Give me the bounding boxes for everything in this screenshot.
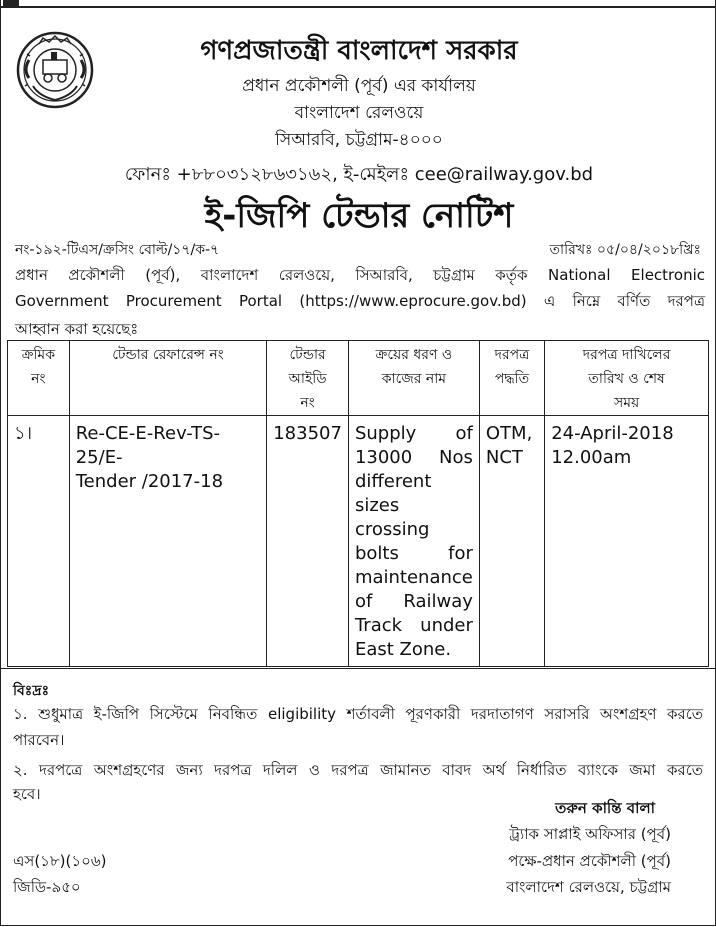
tender-table [7, 340, 709, 667]
organization-name: বাংলাদেশ রেলওয়ে [294, 103, 424, 123]
description-line: Supply of [354, 423, 473, 444]
contact-line: ফোনঃ +৮৮০৩১২৮৬৩১৬২, ই-মেইলঃ cee@railway.gov.bd [124, 164, 594, 185]
header-description [348, 341, 479, 416]
header-tender-id [267, 341, 349, 416]
description-line: different [354, 471, 432, 492]
intro-line-3: আহ্বান করা হয়েছেঃ [15, 320, 139, 338]
notes-section [1, 668, 715, 924]
notice-title: ই-জিপি টেন্ডার নোটিশ [204, 196, 514, 236]
signatory-on-behalf: পক্ষে-প্রধান প্রকৌশলী (পূর্ব) [508, 852, 671, 870]
deadline-line: 12.00am [551, 447, 632, 468]
header-text: নং [31, 371, 46, 387]
memo-number: নং-১৯২-টিএস/ক্রসিং বোল্ট/১৭/ক-৭ [15, 242, 220, 258]
header-text: আইডি [288, 371, 327, 387]
description-line: sizes [354, 495, 400, 516]
description-line: 13000 Nos [354, 447, 473, 468]
header-text: সময় [613, 395, 640, 411]
header-text: কাজের নাম [381, 371, 447, 387]
description-line: crossing [354, 519, 430, 540]
cell-serial: ১। [8, 416, 70, 667]
signatory-name: তরুন কান্তি বালা [555, 799, 655, 817]
description-line: Track under [354, 615, 473, 636]
description-line: bolts for [354, 543, 473, 564]
intro-line-2: Government Procurement Portal (https://www.eprocure.gov.bd) এ নিম্নে বর্ণিত দরপত্র [15, 292, 705, 310]
note-2-line-1: ২. দরপত্রে অংশগ্রহণের জন্য দরপত্র দলিল ও দরপত্র জামানত বাবদ অর্থ নির্ধারিত ব্যাংকে জমা করতে [13, 761, 703, 779]
deadline-line: 24-April-2018 [551, 423, 674, 444]
header-reference [69, 341, 267, 416]
reference-code-1: এস(১৮)(১০৬) [13, 852, 107, 870]
method-line: NCT [485, 447, 523, 468]
header-text: ক্রয়ের ধরণ ও [375, 347, 453, 363]
description-line: of Railway [354, 591, 473, 612]
office-address: সিআরবি, চট্টগ্রাম-৪০০০ [275, 130, 443, 150]
cell-tender-id: 183507 [267, 416, 349, 667]
header-text: টেন্ডার [289, 347, 326, 363]
description-line: maintenance [354, 567, 473, 588]
header-text: দরপত্র দাখিলের [582, 347, 671, 363]
intro-line-1: প্রধান প্রকৌশলী (পূর্ব), বাংলাদেশ রেলওয়ে, সিআরবি, চট্টগ্রাম কর্তৃক National Electronic [15, 266, 705, 284]
description-line: East Zone. [354, 639, 452, 660]
top-border [1, 6, 716, 8]
note-2-line-2: হবে। [13, 785, 41, 803]
header-method [479, 341, 544, 416]
table-row [8, 416, 709, 667]
header-text: পদ্ধতি [494, 371, 530, 387]
signatory-designation: ট্র্যাক সাপ্লাই অফিসার (পূর্ব) [509, 825, 671, 843]
government-title: গণপ্রজাতন্ত্রী বাংলাদেশ সরকার [200, 36, 518, 66]
header-deadline [545, 341, 709, 416]
header-text: ক্রমিক [21, 347, 55, 363]
header-serial [8, 341, 70, 416]
notice-date: তারিখঃ ০৫/০৪/২০১৮খ্রিঃ [549, 242, 701, 258]
office-name: প্রধান প্রকৌশলী (পূর্ব) এর কার্যালয় [242, 76, 476, 96]
reference-code-2: জিডি-৯৫০ [13, 878, 81, 896]
note-1-line-2: পারবেন। [13, 731, 65, 749]
note-1-line-1: ১. শুধুমাত্র ই-জিপি সিস্টেমে নিবন্ধিত eligibility শর্তাবলী পূরণকারী দরদাতাগণ সরাসরি অংশগ্রহণ করতে [13, 705, 703, 723]
cell-method [479, 416, 544, 667]
reference-line: Re-CE-E-Rev-TS-25/E- [75, 423, 220, 468]
header-text: নং [300, 395, 315, 411]
cell-reference [69, 416, 267, 667]
method-line: OTM, [485, 423, 533, 444]
cell-description [348, 416, 479, 667]
header-text: টেন্ডার রেফারেন্স নং [112, 347, 224, 363]
reference-line: Tender /2017-18 [75, 471, 224, 492]
header-text: তারিখ ও শেষ [588, 371, 665, 387]
notes-title: বিঃদ্রঃ [13, 683, 50, 699]
signatory-organization: বাংলাদেশ রেলওয়ে, চট্টগ্রাম [506, 878, 671, 896]
header-text: দরপত্র [494, 347, 530, 363]
cell-deadline [545, 416, 709, 667]
table-header-row [8, 341, 709, 416]
